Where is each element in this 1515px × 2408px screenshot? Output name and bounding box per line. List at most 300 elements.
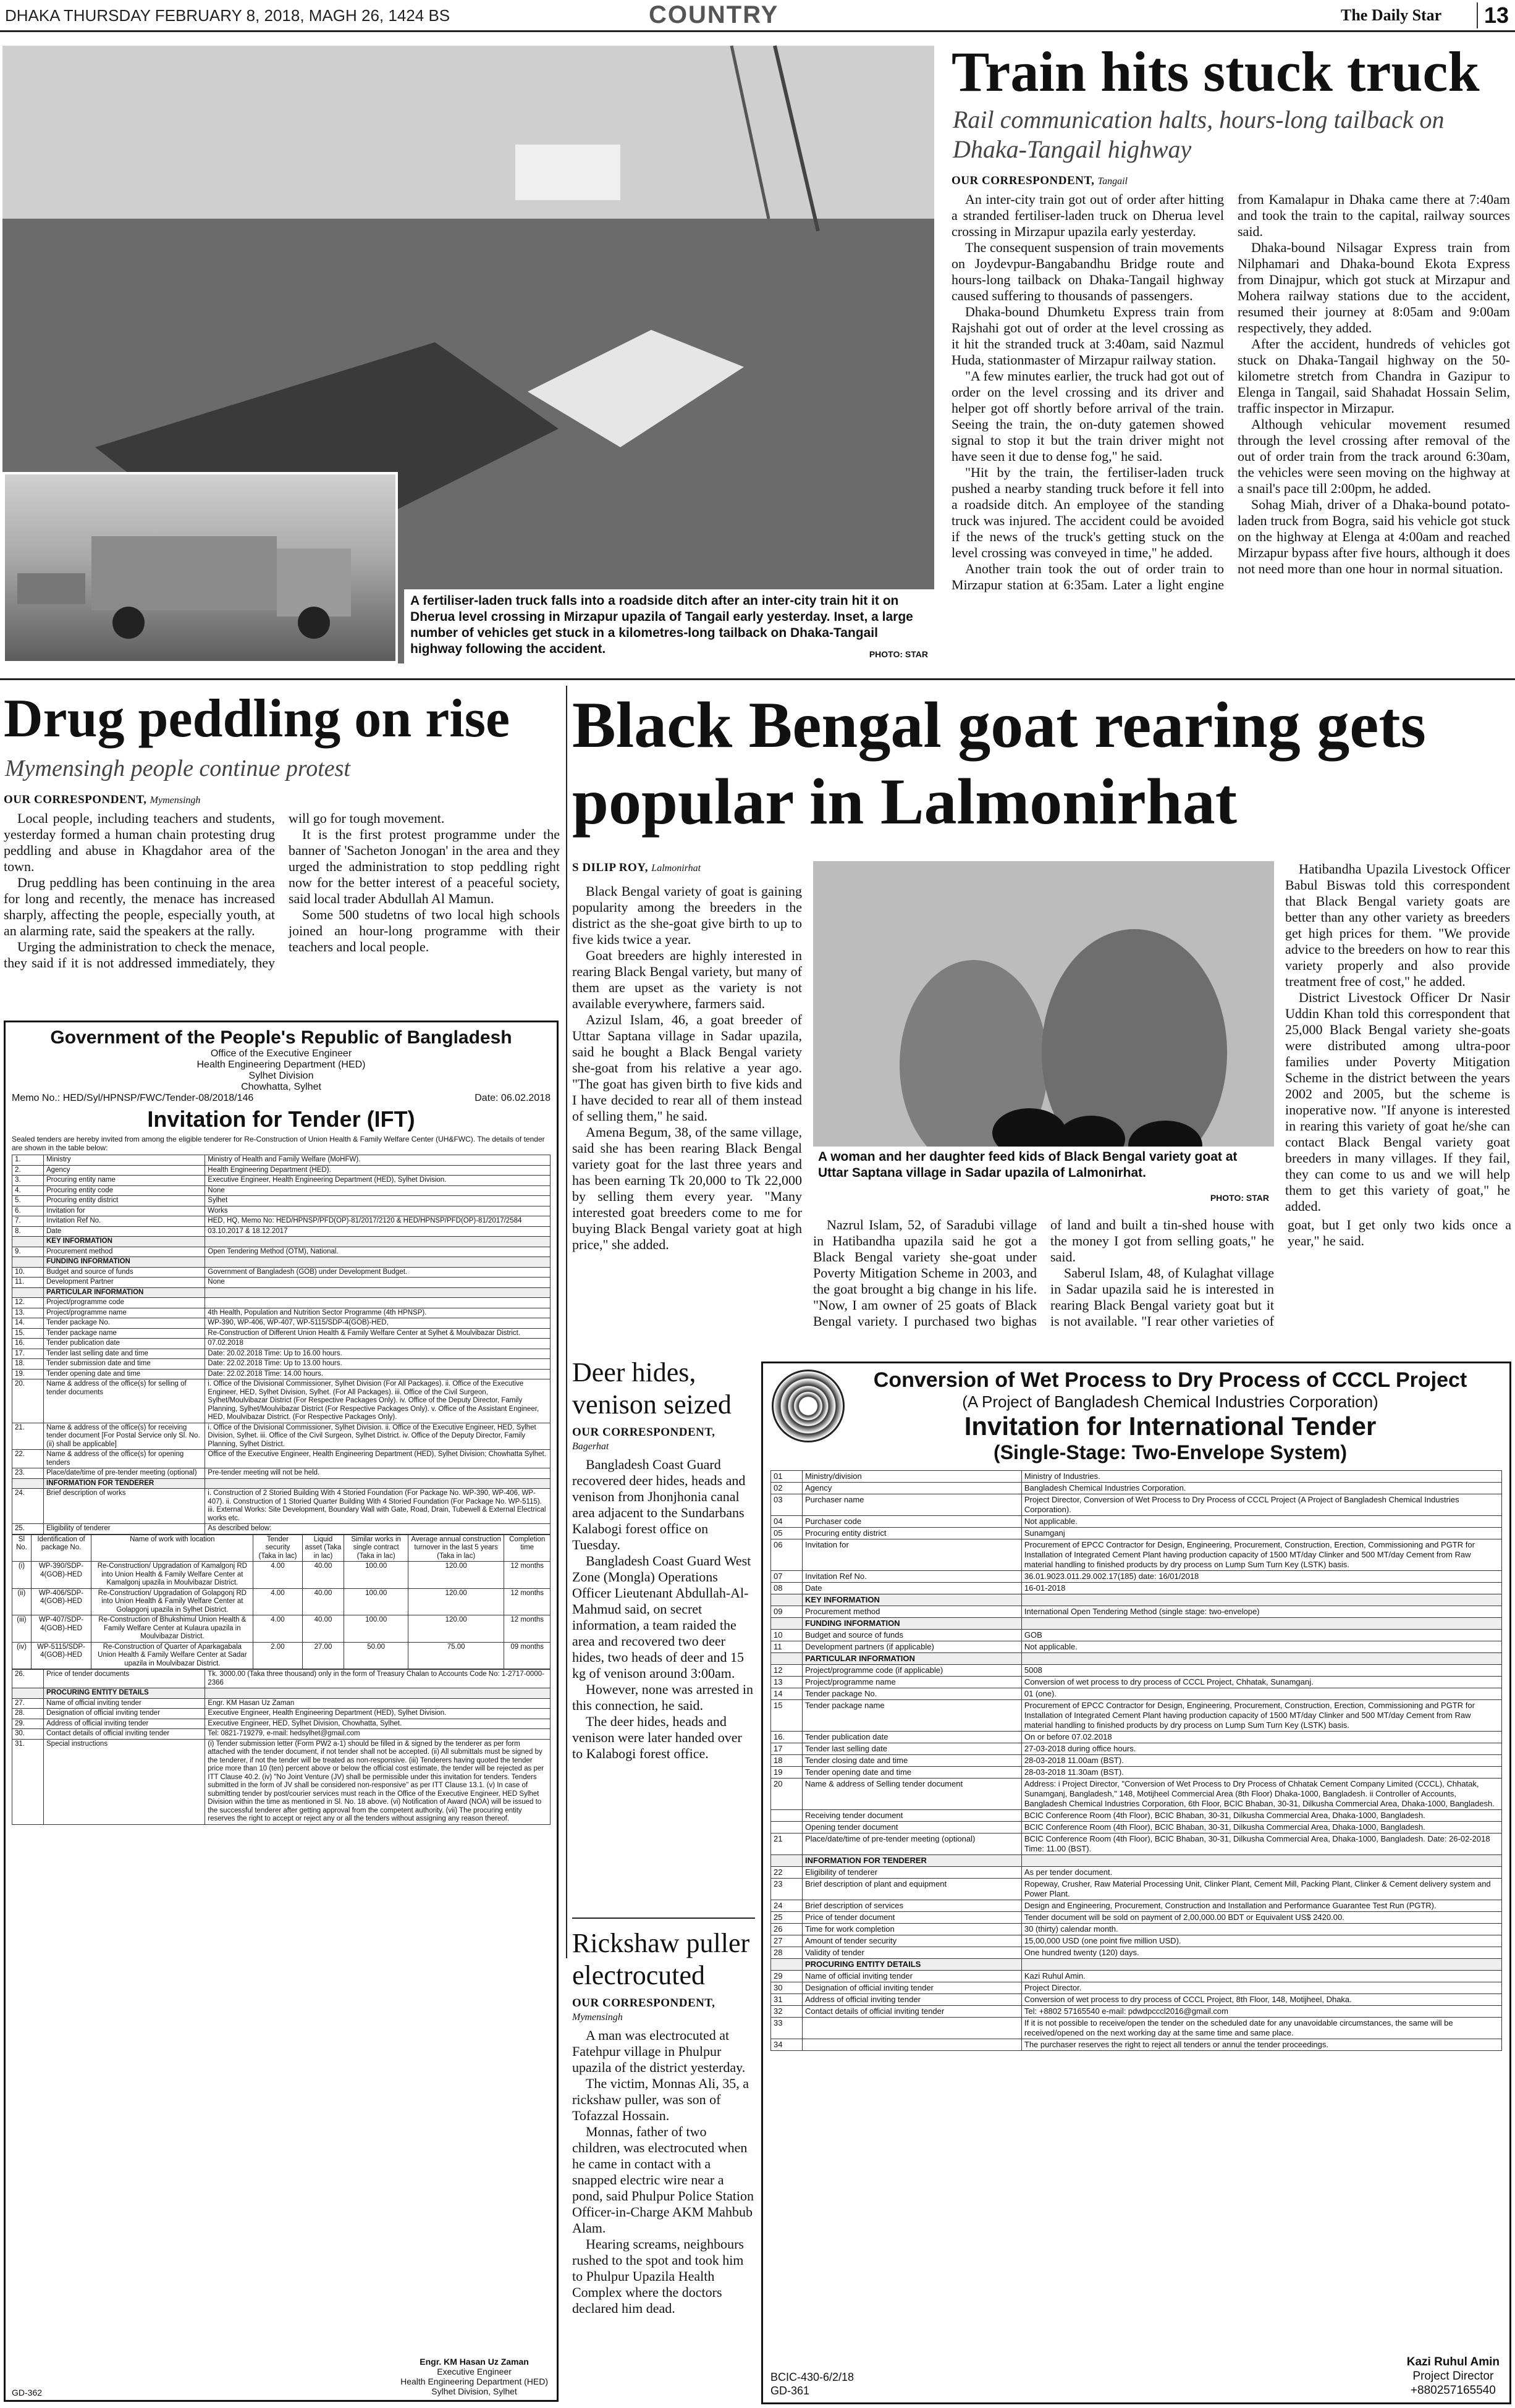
row-value: [205, 1287, 551, 1298]
package-cell: 4.00: [253, 1588, 302, 1615]
rickshaw-story: [572, 1927, 755, 2403]
row-label: Designation of official inviting tender: [803, 1982, 1022, 1994]
row-number: 05: [771, 1528, 803, 1539]
tender-row: [12, 1379, 551, 1423]
tender-row: [771, 1641, 1502, 1653]
tender-row: [12, 1524, 551, 1534]
tender-row: [771, 1732, 1502, 1743]
row-number: 32: [771, 2006, 803, 2018]
row-value: Executive Engineer, HED, Sylhet Division, Chowhatta, Sylhet.: [205, 1719, 551, 1729]
row-value: 4th Health, Population and Nutrition Sector Programme (4th HPNSP).: [205, 1308, 551, 1318]
row-value: Engr. KM Hasan Uz Zaman: [205, 1698, 551, 1709]
row-number: 06: [771, 1539, 803, 1571]
row-number: 1.: [12, 1155, 44, 1166]
tender-row: [12, 1237, 551, 1247]
package-cell: 50.00: [344, 1642, 408, 1669]
row-value: Tk. 3000.00 (Taka three thousand) only in the form of Treasury Chalan to Accounts Code No: 1-2717-0000-2366: [205, 1670, 551, 1688]
row-number: 25.: [12, 1524, 44, 1534]
tender-row: [12, 1165, 551, 1176]
ad1-date: Date: 06.02.2018: [475, 1093, 551, 1103]
row-value: Ropeway, Crusher, Raw Material Processing Unit, Clinker Plant, Cement Mill, Packing Plant, Clinker & Cement delivery system and Power Plant.: [1021, 1879, 1501, 1900]
packages-header-cell: Identification of package No.: [31, 1534, 91, 1562]
tender-row: [771, 1833, 1502, 1855]
tender-ad-hed: [4, 1021, 559, 2402]
train-para: Another train took the out of order train to Mirzapur station at 6:35am. Later a light engine from Kamalapur in Dhaka came there at 7:40am and took the train to the capital, railway sources said.: [952, 192, 1510, 592]
row-number: 9.: [12, 1247, 44, 1257]
package-cell: Re-Construction/ Upgradation of Kamalgonj RD into Union Health & Family Welfare Center at Kamalgonj upazila in Moulvibazar District.: [91, 1562, 253, 1589]
row-value: Design and Engineering, Procurement, Construction and Installation and Performance Guarantee Test Run (PGTR).: [1021, 1900, 1501, 1912]
row-label: Tender opening date and time: [44, 1369, 205, 1379]
tender-row: [771, 1677, 1502, 1688]
package-cell: 27.00: [302, 1642, 344, 1669]
row-label: Opening tender document: [803, 1822, 1022, 1833]
row-value: [205, 1257, 551, 1268]
row-value: Date: 22.02.2018 Time: 14.00 hours.: [205, 1369, 551, 1379]
packages-header-row: [12, 1534, 551, 1562]
goat-col1: [572, 883, 802, 1322]
ad1-signer: [400, 2357, 548, 2396]
train-caption-text: A fertiliser-laden truck falls into a roadside ditch after an inter-city train hit it on Dherua level crossing in Mirzapur upazila of Tangail early yesterday. Inset, a large number of vehicles get stuck in a kilometres-long tailback on Dhaka-Tangail highway following the accident.: [410, 594, 913, 656]
row-value: [205, 1237, 551, 1247]
row-label: Amount of tender security: [803, 1935, 1022, 1947]
tender-row: [771, 2039, 1502, 2051]
row-label: Tender opening date and time: [803, 1767, 1022, 1779]
tender-row: [12, 1185, 551, 1196]
packages-header-cell: Name of work with location: [91, 1534, 253, 1562]
row-value: 5008: [1021, 1665, 1501, 1677]
row-number: 18.: [12, 1359, 44, 1370]
package-cell: 2.00: [253, 1642, 302, 1669]
row-number: 2.: [12, 1165, 44, 1176]
row-value: Bangladesh Chemical Industries Corporation.: [1021, 1483, 1501, 1494]
package-cell: 4.00: [253, 1615, 302, 1643]
row-label: Date: [44, 1226, 205, 1237]
row-number: 09: [771, 1606, 803, 1618]
row-value: On or before 07.02.2018: [1021, 1732, 1501, 1743]
rickshaw-body: [572, 2027, 755, 2317]
row-label: Purchaser name: [803, 1494, 1022, 1516]
page-number: 13: [1477, 2, 1509, 28]
row-label: KEY INFORMATION: [803, 1594, 1022, 1606]
row-number: 11: [771, 1641, 803, 1653]
ad1-office: [12, 1048, 551, 1093]
row-number: [771, 1653, 803, 1665]
row-value: Sunamganj: [1021, 1528, 1501, 1539]
tender-row: [12, 1155, 551, 1166]
row-label: Place/date/time of pre-tender meeting (optional): [803, 1833, 1022, 1855]
rickshaw-headline: Rickshaw puller electrocuted: [572, 1928, 750, 1990]
row-label: [803, 2039, 1022, 2051]
goat-para: District Livestock Officer Dr Nasir Uddin Khan told this correspondent that 25,000 Black Bengal variety she-goats were distributed among ultra-poor families under Poverty Mitigation Scheme in the district between the years 2002 and 2005, but the scheme is inoperative now. "If anyone is interested in rearing this variety of goat he/she can contact Black Bengal variety goat breeders in many villages. If they fail, they can come to us and we will help them to get this variety of goat," he added.: [1285, 990, 1510, 1214]
tender-row: [771, 2018, 1502, 2039]
row-number: 4.: [12, 1185, 44, 1196]
tender-row: [771, 1539, 1502, 1571]
tender-row: [771, 1912, 1502, 1924]
row-label: Eligibility of tenderer: [803, 1867, 1022, 1879]
row-value: (i) Tender submission letter (Form PW2 a-1) should be filled in & signed by the tenderer as per form attached with the tender document, if not tender shall not be accepted. (ii) All submittals must be signed by the tenderer, if not the tender will be treated as non-responsive. (iii) Tenderers having quoted the tender price more than 10 (ten) percent above or below the official cost estimate, the tender will be rejected as per ITT Clause 40.2. (iv) "No Joint Venture (JV) shall be permissible under this invitation for tenders. Tenders submitted in the form of JV shall be considered non-responsive" as per ITT Clause 13.1. (v) In case of submitting tender by post/courier services must reach in the Office of the Executive Engineer, HED Sylhet Division within the time as mentioned in Sl. No. 18 above. (vi) Notification of Award (NOA) will be issued to the successful tenderer after getting approval from the competent authority. (vii) The procuring entity reserves the right to accept or reject any or all the tenders without assigning any reason thereof.: [205, 1739, 551, 1824]
row-number: 33: [771, 2018, 803, 2039]
goat-byline: [572, 861, 701, 875]
ad2-heading2: (Single-Stage: Two-Envelope System): [994, 1441, 1347, 1463]
deer-story: [572, 1357, 755, 1838]
row-number: 12.: [12, 1298, 44, 1308]
ad2-heading: Invitation for International Tender: [964, 1412, 1377, 1441]
inset-trucks: [5, 474, 395, 661]
rickshaw-para: A man was electrocuted at Fatehpur village in Phulpur upazila of the district yesterday.: [572, 2027, 746, 2075]
row-number: 29: [771, 1971, 803, 1982]
row-number: 29.: [12, 1719, 44, 1729]
drug-para: Local people, including teachers and students, yesterday formed a human chain protesting drug peddling and abuse in Khagdahor area of the town.: [4, 810, 275, 874]
row-label: Designation of official inviting tender: [44, 1709, 205, 1719]
rickshaw-byline-name: OUR CORRESPONDENT,: [572, 1997, 715, 2010]
row-label: Ministry: [44, 1155, 205, 1166]
train-photo: [2, 46, 934, 663]
drug-subhead: Mymensingh people continue protest: [5, 756, 350, 781]
ad1-intro: Sealed tenders are hereby invited from among the eligible tenderer for Re-Construction of Union Health & Family Welfare Center (UH&FWC). The details of tender are shown in the table below:: [12, 1135, 545, 1152]
row-label: Invitation for: [803, 1539, 1022, 1571]
row-number: 16.: [12, 1339, 44, 1349]
row-value: Ministry of Health and Family Welfare (MoHFW).: [205, 1155, 551, 1166]
packages-header-cell: Similar works in single contract (Taka in lac): [344, 1534, 408, 1562]
goat-para: Black Bengal variety of goat is gaining popularity among the breeders in the district as the she-goat give birth to up to five kids twice a year.: [572, 883, 802, 947]
section-divider: [0, 678, 1515, 680]
row-label: PROCURING ENTITY DETAILS: [803, 1959, 1022, 1971]
row-number: [771, 1618, 803, 1630]
row-label: Procurement method: [803, 1606, 1022, 1618]
tender-row: [771, 1606, 1502, 1618]
package-cell: (ii): [12, 1588, 32, 1615]
row-value: 07.02.2018: [205, 1339, 551, 1349]
row-label: Tender publication date: [44, 1339, 205, 1349]
package-cell: 09 months: [504, 1642, 551, 1669]
package-cell: (iii): [12, 1615, 32, 1643]
row-number: 01: [771, 1471, 803, 1483]
row-number: 20: [771, 1779, 803, 1810]
tender-row: [12, 1709, 551, 1719]
row-value: Office of the Executive Engineer, Health Engineering Department (HED), Sylhet Division; Chowhatta Sylhet.: [205, 1450, 551, 1468]
row-number: 17.: [12, 1349, 44, 1359]
package-cell: 100.00: [344, 1615, 408, 1643]
package-cell: 12 months: [504, 1615, 551, 1643]
row-label: Purchaser code: [803, 1516, 1022, 1528]
drug-headline: Drug peddling on rise: [4, 689, 510, 749]
row-label: Price of tender documents: [44, 1670, 205, 1688]
row-number: 03: [771, 1494, 803, 1516]
row-value: Project Director.: [1021, 1982, 1501, 1994]
row-value: Tel: 0821-719279, e-mail: hedsylhet@gmail.com: [205, 1729, 551, 1740]
paper-logo: The Daily Star: [1341, 6, 1442, 24]
tender-row: [771, 1653, 1502, 1665]
row-value: 28-03-2018 11.00am (BST).: [1021, 1755, 1501, 1767]
tender-row: [12, 1739, 551, 1824]
row-value: Conversion of wet process to dry process of CCCL Project, Chhatak, Sunamganj.: [1021, 1677, 1501, 1688]
row-number: 25: [771, 1912, 803, 1924]
row-value: Pre-tender meeting will not be held.: [205, 1468, 551, 1479]
deer-para: Bangladesh Coast Guard recovered deer hides, heads and venison from Jhonjhonia canal area adjacent to the Sundarbans Kalabogi forest office on Tuesday.: [572, 1457, 746, 1552]
row-label: Agency: [44, 1165, 205, 1176]
tender-row: [12, 1339, 551, 1349]
row-number: 8.: [12, 1226, 44, 1237]
train-inset-photo: [2, 472, 398, 663]
package-cell: 120.00: [408, 1615, 504, 1643]
row-number: 13: [771, 1677, 803, 1688]
train-columns: [952, 192, 1510, 667]
row-value: Open Tendering Method (OTM), National.: [205, 1247, 551, 1257]
tender-row: [12, 1257, 551, 1268]
row-label: Budget and source of funds: [803, 1630, 1022, 1641]
tender-row: [12, 1196, 551, 1206]
row-number: 23: [771, 1879, 803, 1900]
row-value: Address: i Project Director, "Conversion of Wet Process to Dry Process of Chhatak Cement Company Limited (CCCL), Chhatak, Sunamganj, Bangladesh," 148, Motijheel Commercial Area (8th Floor) Dhaka-1000, Bangladesh. ii Controller of Accounts, Bangladesh Chemical Industries Corporation, 6th Floor, BCIC Bhaban, 30-31, Dilkusha Commercial Area, Dhaka-1000, Bangladesh.: [1021, 1779, 1501, 1810]
ad2-signer-name: Kazi Ruhul Amin: [1406, 2355, 1500, 2368]
ad1-title: Government of the People's Republic of Bangladesh: [50, 1027, 512, 1048]
tender-row: [771, 1688, 1502, 1700]
row-number: 18: [771, 1755, 803, 1767]
tender-row: [12, 1298, 551, 1308]
tender-row: [12, 1478, 551, 1489]
row-value: Date: 22.02.2018 Time: Up to 13.00 hours.: [205, 1359, 551, 1370]
row-number: [771, 1810, 803, 1822]
row-label: KEY INFORMATION: [44, 1237, 205, 1247]
package-cell: 40.00: [302, 1562, 344, 1589]
row-label: Project/programme name: [44, 1308, 205, 1318]
package-cell: 75.00: [408, 1642, 504, 1669]
tender-row: [12, 1349, 551, 1359]
ad2-signer: [1407, 2355, 1500, 2397]
tender-row: [771, 1618, 1502, 1630]
row-value: None: [205, 1278, 551, 1288]
tender-row: [771, 1516, 1502, 1528]
train-photo-credit: PHOTO: STAR: [869, 649, 928, 659]
tender-row: [771, 1755, 1502, 1767]
ad1-memo: Memo No.: HED/Syl/HPNSP/FWC/Tender-08/2018/146: [12, 1093, 254, 1103]
row-number: 15: [771, 1700, 803, 1732]
row-number: [771, 1594, 803, 1606]
tender-row: [12, 1359, 551, 1370]
tender-row: [12, 1369, 551, 1379]
deer-body: [572, 1457, 755, 1762]
row-label: Procuring entity district: [803, 1528, 1022, 1539]
deer-para: The deer hides, heads and venison were later handed over to Kalabogi forest office.: [572, 1714, 742, 1761]
section-label: COUNTRY: [649, 1, 779, 28]
row-number: 13.: [12, 1308, 44, 1318]
row-number: 28: [771, 1947, 803, 1959]
row-number: 16.: [771, 1732, 803, 1743]
goat-para: Amena Begum, 38, of the same village, said she has been rearing Black Bengal variety goat for the last three years and has been earning Tk 20,000 to Tk 22,000 by selling them every year. "Many interested goat breeders come to me for buying Black Bengal variety goat at high price," she added.: [572, 1124, 802, 1252]
tender-row: [12, 1489, 551, 1524]
goat-col2: [813, 1217, 1511, 1341]
drug-para: Urging the administration to check the menace, they said if it is not addressed immediately, they will go for tough movement.: [4, 810, 445, 970]
tender-row: [771, 1700, 1502, 1732]
row-value: [1021, 1959, 1501, 1971]
goat-photo-credit: PHOTO: STAR: [1210, 1193, 1269, 1203]
ad1-office-line: Office of the Executive Engineer: [210, 1048, 352, 1059]
train-para: An inter-city train got out of order after hitting a stranded fertiliser-laden truck on Dherua level crossing in Mirzapur upazila early yesterday.: [952, 192, 1224, 239]
tender-row: [771, 1571, 1502, 1583]
row-value: Health Engineering Department (HED).: [205, 1165, 551, 1176]
row-label: Contact details of official inviting tender: [44, 1729, 205, 1740]
row-number: 28.: [12, 1709, 44, 1719]
ad1-office-line: Health Engineering Department (HED): [196, 1059, 366, 1070]
tender-row: [771, 1959, 1502, 1971]
ad1-heading: Invitation for Tender (IFT): [147, 1106, 415, 1132]
row-number: 27: [771, 1935, 803, 1947]
row-label: Agency: [803, 1483, 1022, 1494]
train-body: [952, 174, 1510, 668]
row-label: PARTICULAR INFORMATION: [803, 1653, 1022, 1665]
row-number: 30.: [12, 1729, 44, 1740]
row-number: 07: [771, 1571, 803, 1583]
row-value: 28-03-2018 11.30am (BST).: [1021, 1767, 1501, 1779]
row-number: 14.: [12, 1318, 44, 1329]
cccl-logo-icon: [772, 1370, 845, 1442]
tender-row: [771, 1855, 1502, 1867]
package-cell: 12 months: [504, 1588, 551, 1615]
goat-caption: [813, 1147, 1274, 1207]
tender-row: [12, 1287, 551, 1298]
tender-row: [12, 1719, 551, 1729]
deer-para: Bangladesh Coast Guard West Zone (Mongla) Operations Officer Lieutenant Abdullah-Al-Mahmud said, on secret information, a team raided the area and recovered two deer hides, two heads of deer and 15 kg of venison around 3:00am.: [572, 1553, 751, 1681]
package-cell: WP-406/SDP-4(GOB)-HED: [31, 1588, 91, 1615]
row-value: Procurement of EPCC Contractor for Design, Engineering, Procurement, Construction, Erection, Commissioning and PGTR for Installation of Integrated Cement Plant having production capacity of 1500 MT/day Clinker and 500 MT/day Cement from Raw material handling to finished products by dry process on Lump Sum Turn Key (LSTK) basis.: [1021, 1539, 1501, 1571]
row-value: As per tender document.: [1021, 1867, 1501, 1879]
row-label: Place/date/time of pre-tender meeting (optional): [44, 1468, 205, 1479]
dateline: DHAKA THURSDAY FEBRUARY 8, 2018, MAGH 26, 1424 BS: [5, 6, 450, 25]
tender-row: [12, 1308, 551, 1318]
tender-row: [771, 1630, 1502, 1641]
tender-row: [771, 1471, 1502, 1483]
ad2-title: Conversion of Wet Process to Dry Process of CCCL Project: [873, 1368, 1467, 1392]
ad2-signer-line: +880257165540: [1410, 2384, 1496, 2397]
package-cell: Re-Construction of Quarter of Aparkagabala Union Health & Family Welfare Center at Sadar upazila in Moulvibazar District.: [91, 1642, 253, 1669]
tender-row: [771, 1494, 1502, 1516]
row-label: Budget and source of funds: [44, 1267, 205, 1278]
row-value: GOB: [1021, 1630, 1501, 1641]
tender-row: [771, 1971, 1502, 1982]
ad1-signer-line: Executive Engineer: [437, 2367, 512, 2376]
tender-row: [771, 1528, 1502, 1539]
deer-para: However, none was arrested in this connection, he said.: [572, 1682, 753, 1713]
row-label: Brief description of works: [44, 1489, 205, 1524]
tender-row: [12, 1688, 551, 1699]
row-value: 16-01-2018: [1021, 1583, 1501, 1594]
row-label: Procuring entity district: [44, 1196, 205, 1206]
row-label: Name of official inviting tender: [44, 1698, 205, 1709]
tender-row: [771, 1810, 1502, 1822]
row-number: 31.: [12, 1739, 44, 1824]
tender-row: [771, 1822, 1502, 1833]
row-number: 08: [771, 1583, 803, 1594]
package-cell: 40.00: [302, 1615, 344, 1643]
packages-header-cell: Liquid asset (Taka in lac): [302, 1534, 344, 1562]
row-label: Address of official inviting tender: [44, 1719, 205, 1729]
row-label: Tender last selling date and time: [44, 1349, 205, 1359]
ad2-subtitle: (A Project of Bangladesh Chemical Industries Corporation): [962, 1392, 1378, 1411]
drug-para: Drug peddling has been continuing in the area for long and recently, the menace has increased sharply, affecting the people, especially youth, at an alarming rate, said the speakers at the rally.: [4, 875, 275, 938]
row-label: Contact details of official inviting tender: [803, 2006, 1022, 2018]
tender-row: [771, 1994, 1502, 2006]
row-number: 23.: [12, 1468, 44, 1479]
row-value: Tender document will be sold on payment of 2,00,000.00 BDT or Equivalent US$ 2420.00.: [1021, 1912, 1501, 1924]
ad1-office-line: Sylhet Division: [248, 1071, 314, 1081]
train-byline: [952, 174, 1510, 188]
row-label: Project/programme name: [803, 1677, 1022, 1688]
row-value: Re-Construction of Different Union Health & Family Welfare Center at Sylhet & Moulvibazar District.: [205, 1328, 551, 1339]
tender-row: [771, 1594, 1502, 1606]
row-number: 04: [771, 1516, 803, 1528]
row-value: International Open Tendering Method (single stage: two-envelope): [1021, 1606, 1501, 1618]
row-label: Validity of tender: [803, 1947, 1022, 1959]
row-number: 02: [771, 1483, 803, 1494]
row-label: Development partners (if applicable): [803, 1641, 1022, 1653]
row-number: 12: [771, 1665, 803, 1677]
deer-divider: [572, 1918, 755, 1919]
rickshaw-byline-place: Mymensingh: [572, 2012, 623, 2023]
train-caption: [404, 589, 934, 663]
tender-row: [771, 1900, 1502, 1912]
ad2-signer-line: Project Director: [1412, 2370, 1494, 2383]
ad1-packages-table: [12, 1534, 551, 1670]
goat-para: Nazrul Islam, 52, of Saradubi village in Hatibandha upazila said he got a Black Bengal variety she-goat under Poverty Mitigation Scheme in 2003, and the goat brought a big change in his life. "Now, I am owner of 25 goats of Black Bengal variety. I purchased two bighas of land and built a tin-shed house with the money I got from selling goats," he said.: [813, 1217, 1274, 1329]
deer-byline-name: OUR CORRESPONDENT,: [572, 1426, 715, 1439]
package-cell: 120.00: [408, 1588, 504, 1615]
row-number: 24.: [12, 1489, 44, 1524]
package-cell: 100.00: [344, 1562, 408, 1589]
row-value: [205, 1298, 551, 1308]
packages-header-cell: Average annual construction turnover in the last 5 years (Taka in lac): [408, 1534, 504, 1562]
package-cell: 40.00: [302, 1588, 344, 1615]
row-number: 22.: [12, 1450, 44, 1468]
packages-header-cell: Completion time: [504, 1534, 551, 1562]
row-label: Invitation for: [44, 1206, 205, 1216]
row-value: As described below:: [205, 1524, 551, 1534]
tender-row: [12, 1423, 551, 1450]
package-cell: (iv): [12, 1642, 32, 1669]
row-value: BCIC Conference Room (4th Floor), BCIC Bhaban, 30-31, Dilkusha Commercial Area, Dhaka-1000, Bangladesh.: [1021, 1822, 1501, 1833]
row-number: [12, 1257, 44, 1268]
row-value: 27-03-2018 during office hours.: [1021, 1743, 1501, 1755]
package-row: [12, 1615, 551, 1643]
tender-row: [771, 1743, 1502, 1755]
row-number: 21.: [12, 1423, 44, 1450]
row-value: WP-390, WP-406, WP-407, WP-5115/SDP-4(GOB)-HED,: [205, 1318, 551, 1329]
row-number: 22: [771, 1867, 803, 1879]
drug-byline-place: Mymensingh: [150, 795, 201, 806]
train-byline-name: OUR CORRESPONDENT,: [952, 174, 1095, 187]
tender-ad-cccl: [761, 1362, 1511, 2404]
row-value: [1021, 1618, 1501, 1630]
row-label: Brief description of services: [803, 1900, 1022, 1912]
row-label: FUNDING INFORMATION: [44, 1257, 205, 1268]
package-row: [12, 1562, 551, 1589]
row-value: Project Director, Conversion of Wet Process to Dry Process of CCCL Project (A Project of Bangladesh Chemical Industries Corporation).: [1021, 1494, 1501, 1516]
train-para: Although vehicular movement resumed through the level crossing after removal of the out of order train from the track around 6:30am, the vehicles were seen moving on the highway at a snail's pace till 2:00pm, he added.: [1238, 416, 1510, 496]
ad1-table-2: [12, 1669, 551, 1825]
tender-row: [12, 1206, 551, 1216]
row-value: Conversion of wet process to dry process of CCCL Project, 8th Floor, 148, Motijheel, Dhaka.: [1021, 1994, 1501, 2006]
tender-row: [771, 1982, 1502, 1994]
package-cell: Re-Construction/ Upgradation of Golapgonj RD into Union Health & Family Welfare Center at Golapgonj upazila in Sylhet District.: [91, 1588, 253, 1615]
row-label: Brief description of plant and equipment: [803, 1879, 1022, 1900]
goat-byline-place: Lalmonirhat: [651, 863, 701, 874]
package-cell: WP-390/SDP-4(GOB)-HED: [31, 1562, 91, 1589]
row-label: Receiving tender document: [803, 1810, 1022, 1822]
tender-row: [771, 1483, 1502, 1494]
package-cell: 120.00: [408, 1562, 504, 1589]
row-number: [12, 1478, 44, 1489]
package-row: [12, 1588, 551, 1615]
package-cell: 4.00: [253, 1562, 302, 1589]
